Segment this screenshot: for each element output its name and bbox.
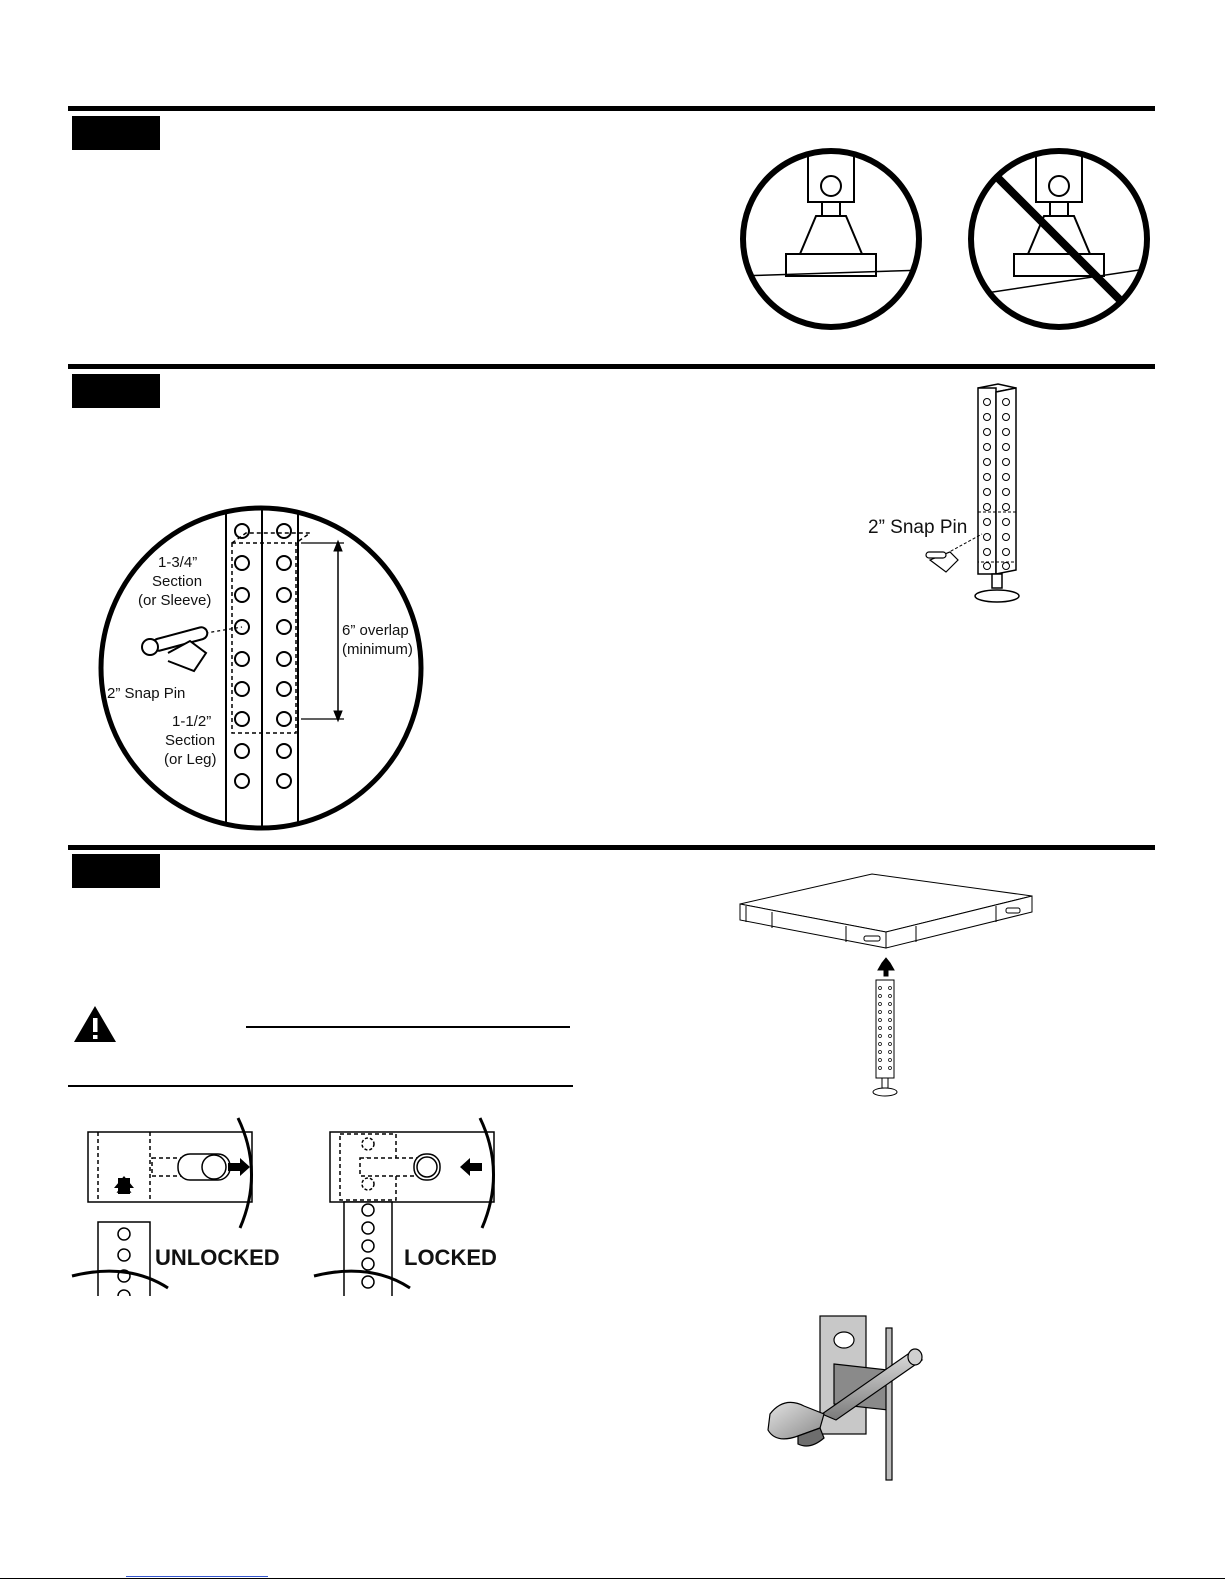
locked-label: LOCKED	[404, 1245, 497, 1270]
overlap-label-line-2: (minimum)	[342, 641, 413, 658]
lock-pin-3d-figure	[758, 1310, 948, 1486]
unlocked-label: UNLOCKED	[155, 1245, 280, 1270]
section-2-rule	[68, 364, 1155, 369]
step-3-badge	[72, 854, 160, 888]
leg-with-snap-pin-figure	[920, 384, 1060, 608]
upper-section-label-line-2: Section	[152, 573, 203, 590]
shelf-onto-leg-figure	[736, 866, 1036, 1102]
overlap-label-line-1: 6” overlap	[342, 622, 409, 639]
footer-rule	[0, 1578, 1225, 1579]
leg-snap-pin-label: 2” Snap Pin	[868, 517, 968, 538]
lower-section-label-line-1: 1-1/2”	[172, 713, 212, 730]
warning-triangle-icon	[72, 1004, 118, 1044]
section-1-rule	[68, 106, 1155, 111]
detail-snap-pin-label: 2” Snap Pin	[107, 685, 186, 702]
level-foot-incorrect-figure	[966, 146, 1152, 332]
footer-link-underline[interactable]	[126, 1576, 268, 1577]
step-2-badge	[72, 374, 160, 408]
upper-section-label-line-1: 1-3/4”	[158, 554, 198, 571]
lower-section-label-line-2: Section	[165, 732, 216, 749]
sleeve-overlap-detail-figure	[96, 503, 426, 833]
lower-section-label-line-3: (or Leg)	[164, 751, 217, 768]
warning-bottom-rule	[68, 1085, 573, 1087]
step-1-badge	[72, 116, 160, 150]
warning-underline	[246, 1026, 570, 1028]
level-foot-correct-figure	[738, 146, 924, 332]
section-3-rule	[68, 845, 1155, 850]
upper-section-label-line-3: (or Sleeve)	[138, 592, 212, 609]
